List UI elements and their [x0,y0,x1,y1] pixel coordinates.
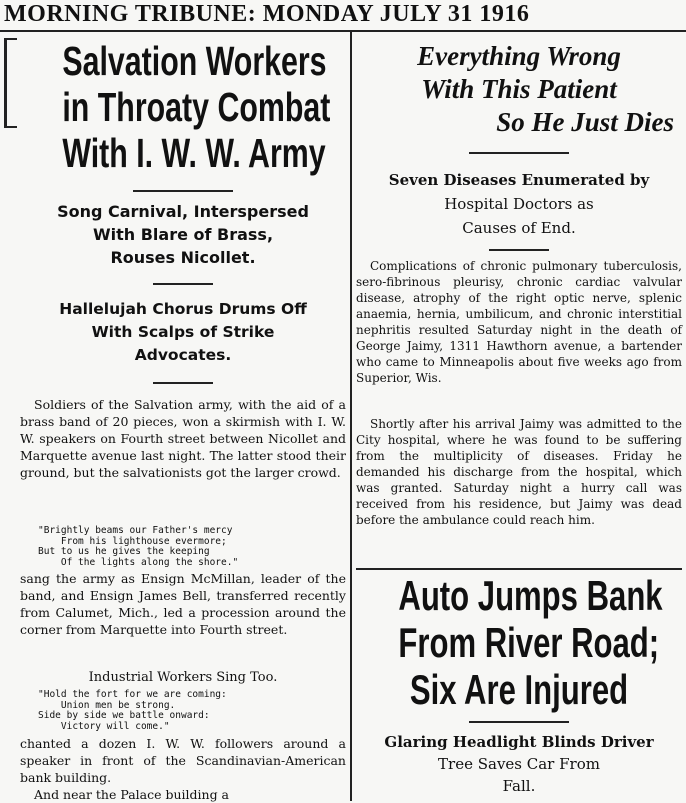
story-paragraph: chanted a dozen I. W. W. followers around a speaker in front of the Scandinavian-American bank building. [20,736,346,785]
headline-line-1: Salvation Workers [62,38,327,84]
verse-line: But to us he gives the keeping [38,546,210,557]
deck-1-line-1: Song Carnival, Interspersed [57,202,309,221]
story-paragraph: Soldiers of the Salvation army, with the aid of a brass band of 20 pieces, won a skirmish with I. W. W. speakers on Fourth street between Nicollet and Marquette avenue last night. The latter stood their ground, but the salvationists got the larger crowd. [20,397,346,480]
deck-2-line-2: With Scalps of Strike [91,323,275,341]
verse-line: Union men be strong. [38,699,176,711]
verse-line: From his lighthouse evermore; [38,535,227,547]
masthead: MORNING TRIBUNE: MONDAY JULY 31 1916 [4,1,530,27]
divider [133,190,233,192]
story-paragraph: And near the Palace building a [34,787,229,802]
story-paragraph: Complications of chronic pulmonary tuberculosis, sero-fibrinous pleurisy, chronic cardiac valvular disease, atrophy of the right optic nerve, splenic anaemia, hernia, umbilicum, and chronic interstitial nephritis resulted Saturday night in the death of George Jaimy, 1311 Hawthorn avenue, a bartender who came to Minneapolis about five weeks ago from Superior, Wis. [356,259,682,385]
headline-line-2: From River Road; [398,619,660,666]
divider [153,382,213,384]
divider [469,721,569,723]
story-rule [356,568,682,570]
verse-line: "Hold the fort for we are coming: [38,689,227,700]
divider [153,283,213,285]
deck-1-line-2: With Blare of Brass, [92,225,274,244]
column-bracket [4,38,17,128]
deck-line-3: Fall. [502,777,536,795]
headline-line-2: With This Patient [421,74,617,104]
column-rule [350,32,352,801]
headline-line-1: Auto Jumps Bank [398,572,663,619]
story-paragraph: sang the army as Ensign McMillan, leader of the band, and Ensign James Bell, transferred recently from Calumet, Mich., led a procession around the corner from Marquette into Fourth street. [20,571,346,637]
deck-2-line-1: Hallelujah Chorus Drums Off [59,300,307,318]
deck-line-2: Hospital Doctors as [444,195,594,213]
masthead-rule [0,30,686,32]
deck-line-1: Seven Diseases Enumerated by [388,171,650,189]
headline-line-1: Everything Wrong [417,41,621,71]
verse-line: Side by side we battle onward: [38,710,210,721]
divider [469,152,569,154]
headline-line-3: Six Are Injured [409,666,629,713]
subhead: Industrial Workers Sing Too. [88,670,278,685]
verse-line: Of the lights along the shore." [38,556,239,568]
deck-line-1: Glaring Headlight Blinds Driver [384,733,654,751]
headline-line-3: So He Just Dies [496,107,674,137]
deck-line-2: Tree Saves Car From [438,755,600,773]
auto-story [356,572,682,797]
divider [489,249,549,251]
verse-line: "Brightly beams our Father's mercy [38,525,233,536]
verse-line: Victory will come." [38,720,170,732]
deck-line-3: Causes of End. [462,219,576,237]
headline-line-3: With I. W. W. Army [62,130,326,176]
story-paragraph: Shortly after his arrival Jaimy was admitted to the City hospital, where he was found to be suffering from the multiplicity of diseases. Friday he demanded his discharge from the hospital, which was granted. Saturday night a hurry call was received from his residence, but Jaimy was dead before the ambulance could reach him. [356,417,682,527]
deck-2-line-3: Advocates. [134,346,232,364]
headline-line-2: in Throaty Combat [62,84,331,130]
deck-1-line-3: Rouses Nicollet. [110,248,256,267]
